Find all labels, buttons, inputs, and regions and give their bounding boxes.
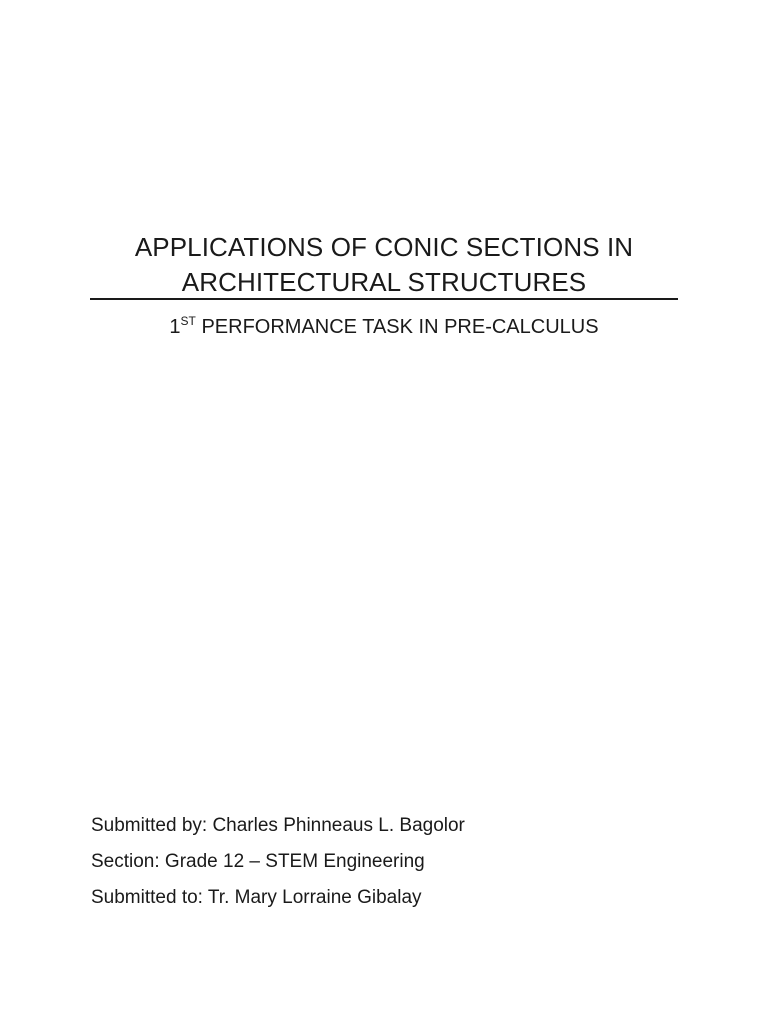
submission-details <box>91 808 691 916</box>
document-title <box>90 230 678 300</box>
title-line-2: ARCHITECTURAL STRUCTURES <box>181 267 587 297</box>
subtitle-text: PERFORMANCE TASK IN PRE-CALCULUS <box>195 316 599 338</box>
submitted-to-line: Submitted to: Tr. Mary Lorraine Gibalay <box>91 887 422 908</box>
section-line: Section: Grade 12 – STEM Engineering <box>91 851 425 872</box>
subtitle-ordinal-suffix: ST <box>180 314 196 328</box>
subtitle-ordinal-number: 1 <box>169 316 181 338</box>
title-underline-divider <box>90 298 678 300</box>
document-subtitle <box>90 313 678 341</box>
title-line-1: APPLICATIONS OF CONIC SECTIONS IN <box>134 232 634 262</box>
submitted-by-line: Submitted by: Charles Phinneaus L. Bagolor <box>91 815 465 836</box>
